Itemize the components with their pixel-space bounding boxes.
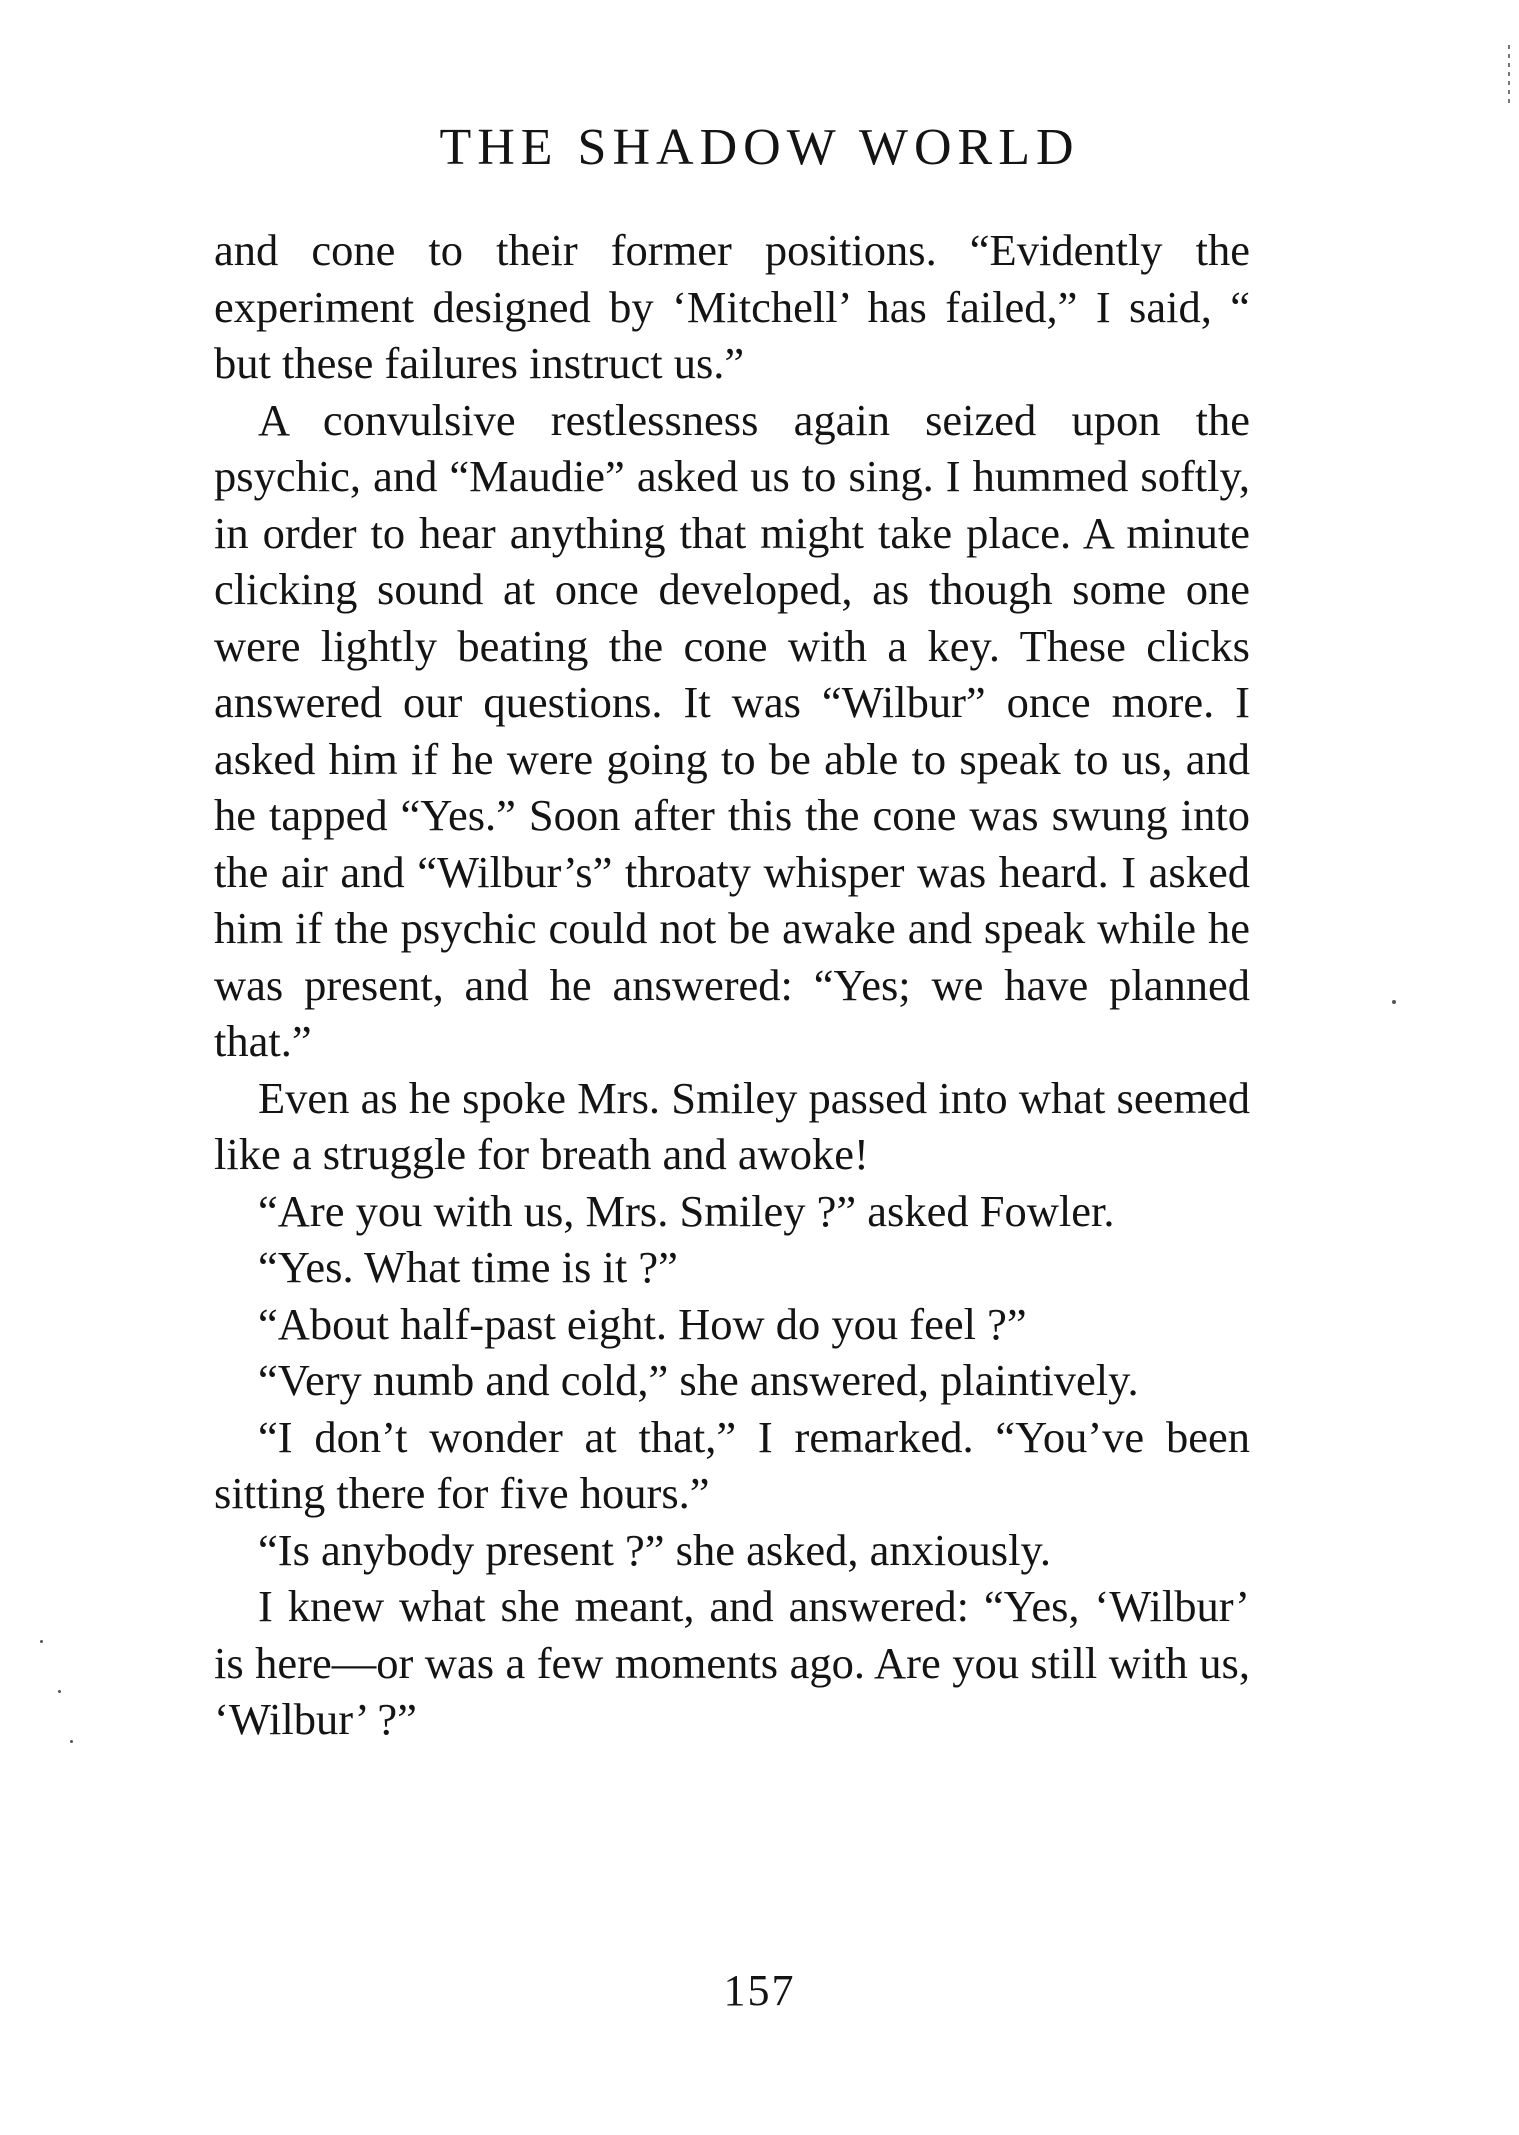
paragraph-2: A convulsive restlessness again seized upon the psychic, and “Maudie” asked us to sing. I hummed softly, in order to hear anything that might take place. A minute clicking sound at once developed, as though some one were lightly beating the cone with a key. These clicks answered our questions. It was “Wilbur” once more. I asked him if he were going to be able to speak to us, and he tapped “Yes.” Soon after this the cone was swung into the air and “Wilbur’s” throaty whisper was heard. I asked him if the psychic could not be awake and speak while he was present, and he answered: “Yes; we have planned that.” xyxy=(214,394,1250,1066)
paper-speck xyxy=(58,1690,61,1693)
running-title: THE SHADOW WORLD xyxy=(439,119,1080,176)
paragraph-1: and cone to their former positions. “Evidently the experiment designed by ‘Mitchell’ has failed,” I said, “ but these failures instruct us.” xyxy=(214,225,1250,388)
paper-speck xyxy=(70,1740,73,1743)
page-number: 157 xyxy=(723,1966,796,2015)
paragraph-5: “Yes. What time is it ?” xyxy=(258,1242,678,1292)
paragraph-7: “Very numb and cold,” she answered, plaintively. xyxy=(258,1355,1139,1405)
paragraph-4: “Are you with us, Mrs. Smiley ?” asked Fowler. xyxy=(258,1185,1115,1236)
body-text xyxy=(214,222,1250,1748)
paragraph-3: Even as he spoke Mrs. Smiley passed into what seemed like a struggle for breath and awoke! xyxy=(214,1072,1250,1179)
paragraph-9: “Is anybody present ?” she asked, anxiously. xyxy=(258,1524,1051,1575)
paragraph-8: “I don’t wonder at that,” I remarked. “You’ve been sitting there for five hours.” xyxy=(214,1411,1250,1518)
paragraph-10: I knew what she meant, and answered: “Yes, ‘Wilbur’ is here—or was a few moments ago. Are you still with us, ‘Wilbur’ ?” xyxy=(214,1581,1250,1744)
edge-mark xyxy=(1508,45,1510,105)
paper-speck xyxy=(1392,1000,1396,1004)
paper-speck xyxy=(40,1640,43,1643)
paragraph-6: “About half-past eight. How do you feel ?” xyxy=(258,1298,1027,1349)
